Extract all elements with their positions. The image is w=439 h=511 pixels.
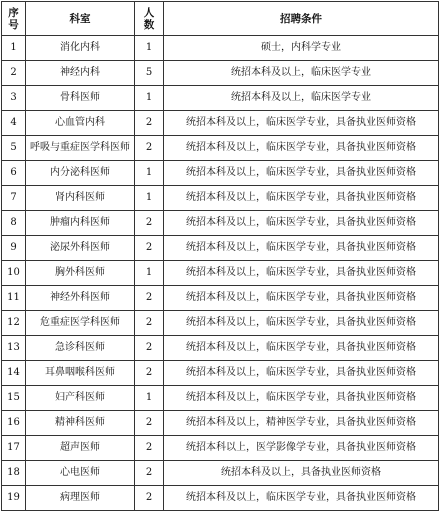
cell-serial-number: 3 — [2, 86, 26, 111]
cell-serial-number: 11 — [2, 286, 26, 311]
header-serial-number — [2, 2, 26, 36]
cell-headcount: 2 — [135, 361, 164, 386]
cell-headcount: 1 — [135, 261, 164, 286]
table-body — [2, 36, 439, 511]
cell-department: 泌尿外科医师 — [26, 236, 135, 261]
cell-department: 骨科医师 — [26, 86, 135, 111]
cell-condition: 统招本科以上，医学影像学专业，具备执业医师资格 — [164, 436, 439, 461]
cell-condition: 统招本科及以上，临床医学专业，具备执业医师资格 — [164, 211, 439, 236]
cell-department: 内分泌科医师 — [26, 161, 135, 186]
header-serial-number-line2: 号 — [8, 18, 19, 31]
cell-serial-number: 6 — [2, 161, 26, 186]
cell-department: 胸外科医师 — [26, 261, 135, 286]
cell-serial-number: 12 — [2, 311, 26, 336]
table-row — [2, 186, 439, 211]
cell-serial-number: 10 — [2, 261, 26, 286]
cell-headcount: 2 — [135, 436, 164, 461]
cell-condition: 统招本科及以上，临床医学专业，具备执业医师资格 — [164, 311, 439, 336]
table-row — [2, 411, 439, 436]
cell-condition: 统招本科及以上，临床医学专业 — [164, 61, 439, 86]
cell-headcount: 2 — [135, 211, 164, 236]
table-row — [2, 461, 439, 486]
cell-headcount: 1 — [135, 36, 164, 61]
cell-condition: 统招本科及以上，临床医学专业，具备执业医师资格 — [164, 136, 439, 161]
cell-condition: 统招本科及以上，临床医学专业，具备执业医师资格 — [164, 111, 439, 136]
table-row — [2, 36, 439, 61]
table-row — [2, 161, 439, 186]
cell-serial-number: 4 — [2, 111, 26, 136]
table-row — [2, 436, 439, 461]
table-row — [2, 136, 439, 161]
cell-headcount: 2 — [135, 136, 164, 161]
cell-headcount: 2 — [135, 461, 164, 486]
table-row — [2, 236, 439, 261]
cell-department: 消化内科 — [26, 36, 135, 61]
cell-headcount: 2 — [135, 336, 164, 361]
recruitment-table — [1, 1, 439, 511]
table-row — [2, 336, 439, 361]
cell-serial-number: 13 — [2, 336, 26, 361]
cell-headcount: 1 — [135, 161, 164, 186]
table-row — [2, 486, 439, 511]
cell-condition: 硕士，内科学专业 — [164, 36, 439, 61]
cell-serial-number: 1 — [2, 36, 26, 61]
header-row — [2, 2, 439, 36]
header-department: 科室 — [26, 2, 135, 36]
cell-department: 肿瘤内科医师 — [26, 211, 135, 236]
cell-condition: 统招本科及以上，精神医学专业，具备执业医师资格 — [164, 411, 439, 436]
cell-department: 超声医师 — [26, 436, 135, 461]
header-headcount-line1: 人 — [143, 6, 155, 19]
table-row — [2, 86, 439, 111]
cell-department: 心血管内科 — [26, 111, 135, 136]
cell-department: 肾内科医师 — [26, 186, 135, 211]
cell-headcount: 5 — [135, 61, 164, 86]
cell-headcount: 2 — [135, 111, 164, 136]
cell-serial-number: 7 — [2, 186, 26, 211]
cell-condition: 统招本科及以上，临床医学专业 — [164, 86, 439, 111]
table-row — [2, 361, 439, 386]
cell-serial-number: 8 — [2, 211, 26, 236]
header-headcount-line2: 数 — [143, 18, 155, 31]
cell-department: 精神科医师 — [26, 411, 135, 436]
cell-headcount: 2 — [135, 311, 164, 336]
cell-serial-number: 2 — [2, 61, 26, 86]
table-row — [2, 386, 439, 411]
cell-headcount: 1 — [135, 86, 164, 111]
cell-department: 呼吸与重症医学科医师 — [26, 136, 135, 161]
cell-department: 危重症医学科医师 — [26, 311, 135, 336]
table-row — [2, 111, 439, 136]
header-condition: 招聘条件 — [164, 2, 439, 36]
cell-serial-number: 17 — [2, 436, 26, 461]
cell-condition: 统招本科及以上，临床医学专业，具备执业医师资格 — [164, 361, 439, 386]
table-row — [2, 61, 439, 86]
cell-condition: 统招本科及以上，临床医学专业，具备执业医师资格 — [164, 486, 439, 511]
cell-department: 妇产科医师 — [26, 386, 135, 411]
cell-headcount: 2 — [135, 236, 164, 261]
cell-department: 耳鼻咽喉科医师 — [26, 361, 135, 386]
cell-condition: 统招本科及以上，临床医学专业，具备执业医师资格 — [164, 336, 439, 361]
cell-serial-number: 9 — [2, 236, 26, 261]
cell-headcount: 2 — [135, 411, 164, 436]
cell-department: 神经内科 — [26, 61, 135, 86]
table-row — [2, 311, 439, 336]
cell-headcount: 1 — [135, 186, 164, 211]
cell-serial-number: 19 — [2, 486, 26, 511]
cell-headcount: 2 — [135, 486, 164, 511]
header-serial-number-line1: 序 — [8, 6, 19, 19]
cell-serial-number: 5 — [2, 136, 26, 161]
table-row — [2, 286, 439, 311]
cell-condition: 统招本科及以上，临床医学专业，具备执业医师资格 — [164, 386, 439, 411]
cell-department: 神经外科医师 — [26, 286, 135, 311]
cell-condition: 统招本科及以上，临床医学专业，具备执业医师资格 — [164, 261, 439, 286]
cell-department: 心电医师 — [26, 461, 135, 486]
cell-headcount: 2 — [135, 286, 164, 311]
cell-department: 急诊科医师 — [26, 336, 135, 361]
header-headcount — [135, 2, 164, 36]
cell-condition: 统招本科及以上，临床医学专业，具备执业医师资格 — [164, 286, 439, 311]
cell-serial-number: 15 — [2, 386, 26, 411]
cell-serial-number: 14 — [2, 361, 26, 386]
table-row — [2, 261, 439, 286]
cell-condition: 统招本科及以上，临床医学专业，具备执业医师资格 — [164, 236, 439, 261]
cell-headcount: 1 — [135, 386, 164, 411]
cell-condition: 统招本科及以上，具备执业医师资格 — [164, 461, 439, 486]
cell-condition: 统招本科及以上，临床医学专业，具备执业医师资格 — [164, 161, 439, 186]
table-row — [2, 211, 439, 236]
cell-serial-number: 16 — [2, 411, 26, 436]
cell-department: 病理医师 — [26, 486, 135, 511]
cell-condition: 统招本科及以上，临床医学专业，具备执业医师资格 — [164, 186, 439, 211]
cell-serial-number: 18 — [2, 461, 26, 486]
